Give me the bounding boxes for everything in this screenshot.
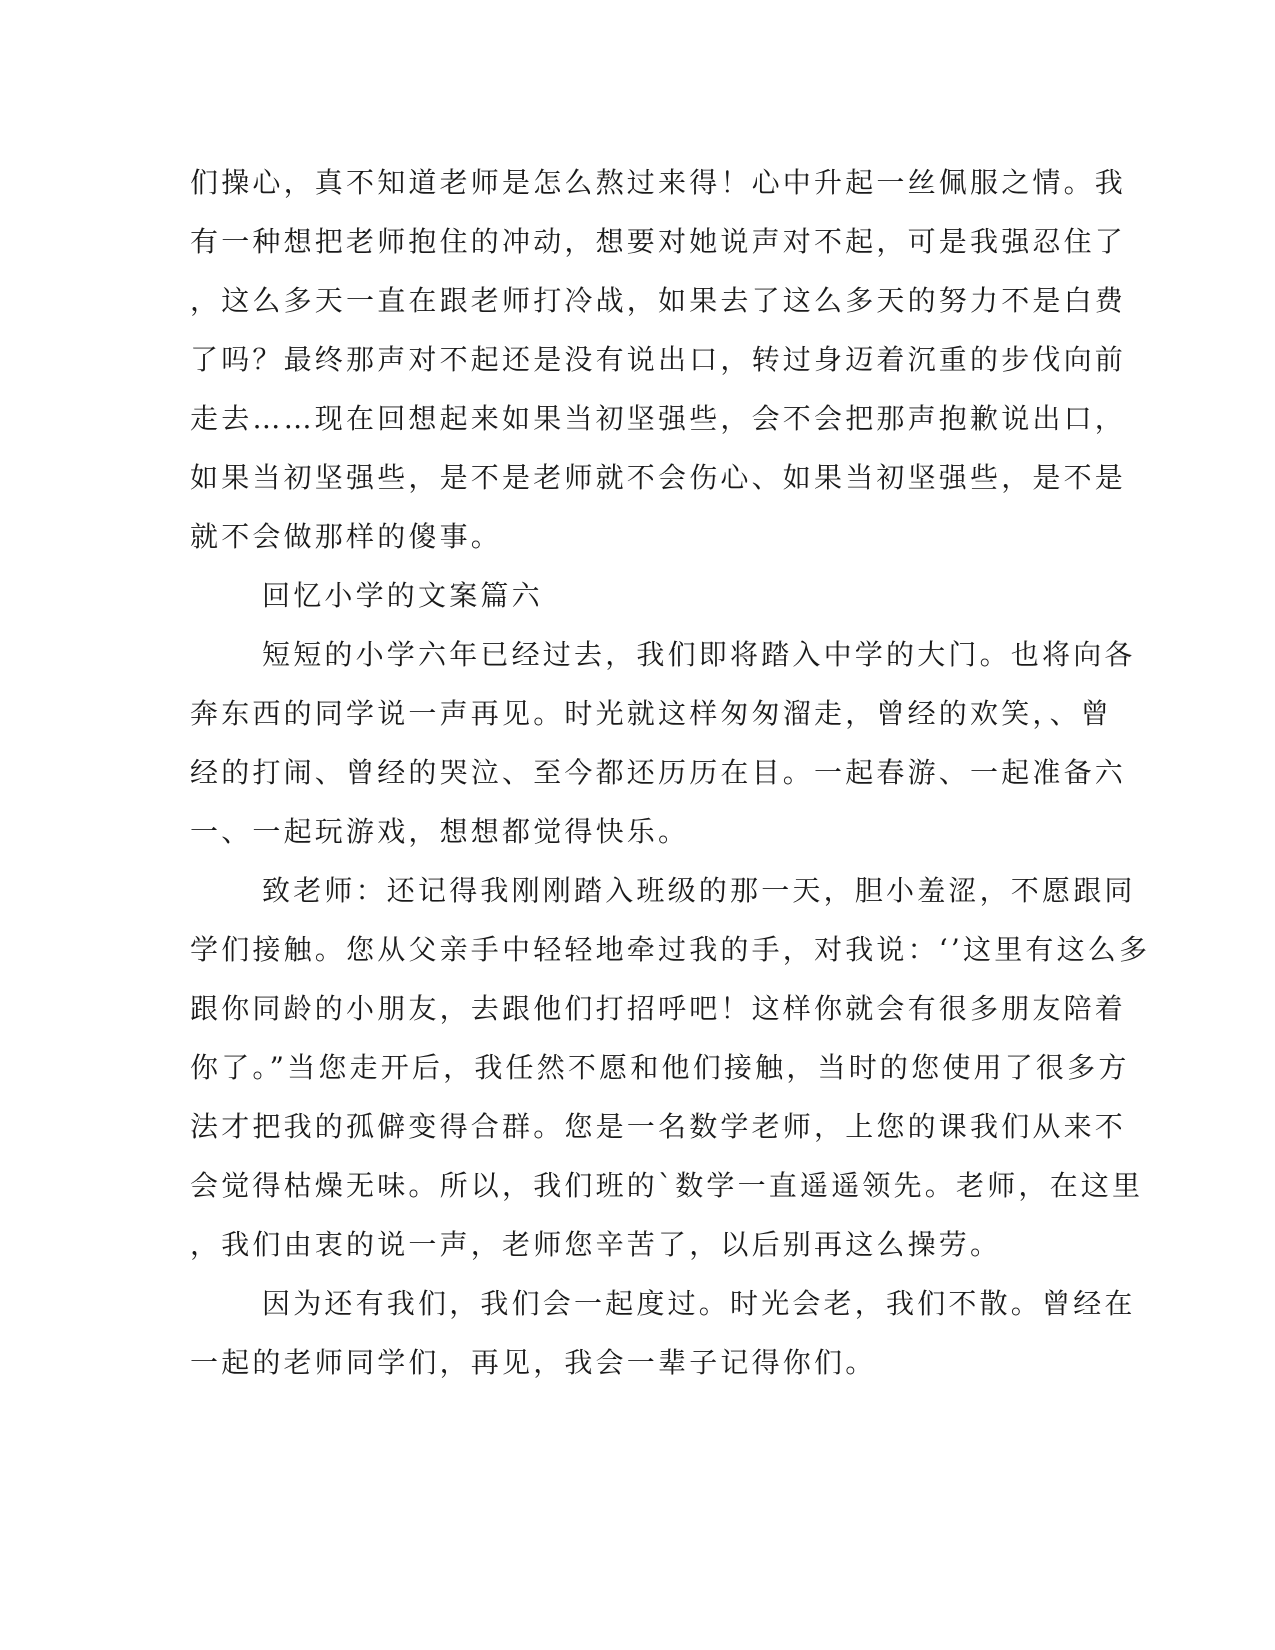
- text-line: 有一种想把老师抱住的冲动，想要对她说声对不起，可是我强忍住了: [190, 225, 1127, 258]
- text-line: 经的打闹、曾经的哭泣、至今都还历历在目。一起春游、一起准备六: [190, 756, 1127, 789]
- text-line: 如果当初坚强些，是不是老师就不会伤心、如果当初坚强些，是不是: [190, 461, 1127, 494]
- text-line: ，我们由衷的说一声，老师您辛苦了，以后别再这么操劳。: [190, 1228, 1002, 1261]
- text-line: 们操心，真不知道老师是怎么熬过来得！心中升起一丝佩服之情。我: [190, 166, 1127, 199]
- text-line: 致老师：还记得我刚刚踏入班级的那一天，胆小羞涩，不愿跟同: [262, 874, 1136, 907]
- text-line: 你了。”当您走开后，我任然不愿和他们接触，当时的您使用了很多方: [190, 1051, 1130, 1084]
- text-line: 学们接触。您从父亲手中轻轻地牵过我的手，对我说：‘’这里有这么多: [190, 933, 1151, 966]
- text-line: 奔东西的同学说一声再见。时光就这样匆匆溜走，曾经的欢笑，、曾: [190, 697, 1113, 730]
- text-line: 法才把我的孤僻变得合群。您是一名数学老师，上您的课我们从来不: [190, 1110, 1127, 1143]
- section-heading: 回忆小学的文案篇六: [262, 579, 543, 612]
- text-line: 会觉得枯燥无味。所以，我们班的`数学一直遥遥领先。老师，在这里: [190, 1169, 1144, 1202]
- text-line: 了吗？最终那声对不起还是没有说出口，转过身迈着沉重的步伐向前: [190, 343, 1127, 376]
- text-line: 就不会做那样的傻事。: [190, 520, 503, 553]
- text-line: 跟你同龄的小朋友，去跟他们打招呼吧！这样你就会有很多朋友陪着: [190, 992, 1127, 1025]
- text-line: 短短的小学六年已经过去，我们即将踏入中学的大门。也将向各: [262, 638, 1136, 671]
- text-line: ，这么多天一直在跟老师打冷战，如果去了这么多天的努力不是白费: [190, 284, 1127, 317]
- text-line: 一、一起玩游戏，想想都觉得快乐。: [190, 815, 690, 848]
- text-line: 走去……现在回想起来如果当初坚强些，会不会把那声抱歉说出口，: [190, 402, 1127, 435]
- text-line: 一起的老师同学们，再见，我会一辈子记得你们。: [190, 1346, 877, 1379]
- text-line: 因为还有我们，我们会一起度过。时光会老，我们不散。曾经在: [262, 1287, 1136, 1320]
